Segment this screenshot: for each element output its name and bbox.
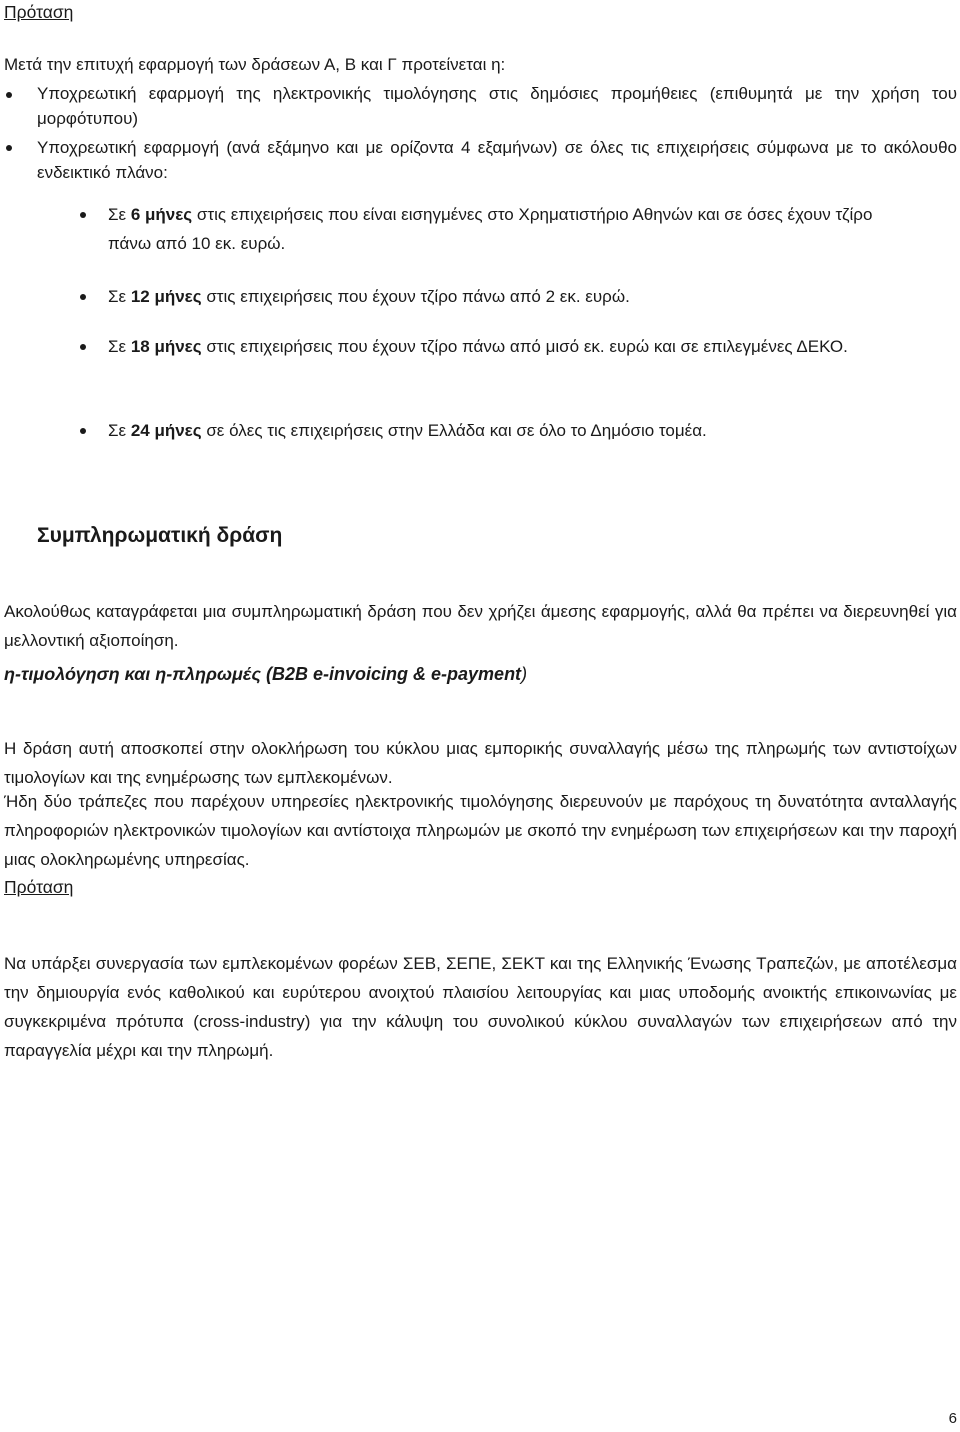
bullet-icon [6, 92, 12, 98]
sub-bullet-icon [80, 294, 86, 300]
body-paragraph: Ήδη δύο τράπεζες που παρέχουν υπηρεσίες ηλεκτρονικής τιμολόγησης διερευνούν με παρόχους τη δυνατότητα ανταλλαγής πληροφοριών ηλεκτρονικών τιμολογίων και αντίστοιχα πληρωμών με σκοπό την ενημέρωση των επιχειρήσεων και την παροχή μιας ολοκληρωμένης υπηρεσίας. [4, 792, 957, 869]
section-heading: Πρόταση [4, 2, 74, 22]
bullet-item: Υποχρεωτική εφαρμογή (ανά εξάμηνο και με ορίζοντα 4 εξαμήνων) σε όλες τις επιχειρήσεις σύμφωνα με το ακόλουθο ενδεικτικό πλάνο: [37, 138, 957, 182]
sub-bullet-item: Σε 18 μήνες στις επιχειρήσεις που έχουν τζίρο πάνω από μισό εκ. ευρώ και σε επιλεγμένες ΔΕΚΟ. [108, 337, 848, 356]
sub-bullet-item: Σε 12 μήνες στις επιχειρήσεις που έχουν τζίρο πάνω από 2 εκ. ευρώ. [108, 287, 630, 306]
bullet-item: Υποχρεωτική εφαρμογή της ηλεκτρονικής τιμολόγησης στις δημόσιες προμήθειες (επιθυμητά με την χρήση του μορφότυπου) [37, 84, 957, 128]
sub-bullet-item: Σε 6 μήνες στις επιχειρήσεις που είναι εισηγμένες στο Χρηματιστήριο Αθηνών και σε όσες έχουν τζίρο πάνω από 10 εκ. ευρώ. [108, 205, 873, 253]
body-paragraph: Ακολούθως καταγράφεται μια συμπληρωματική δράση που δεν χρήζει άμεσης εφαρμογής, αλλά θα πρέπει να διερευνηθεί για μελλοντική αξιοποίηση. [4, 602, 957, 650]
sub-bullet-item: Σε 24 μήνες σε όλες τις επιχειρήσεις στην Ελλάδα και σε όλο το Δημόσιο τομέα. [108, 421, 707, 440]
intro-text: Μετά την επιτυχή εφαρμογή των δράσεων Α, Β και Γ προτείνεται η: [4, 55, 506, 74]
page-number: 6 [948, 1410, 957, 1427]
bullet-icon [6, 145, 12, 151]
section-heading: Πρόταση [4, 877, 74, 897]
subsection-title: η-τιμολόγηση και η-πληρωμές (B2B e-invoicing & e-payment) [4, 664, 528, 684]
body-paragraph: Να υπάρξει συνεργασία των εμπλεκομένων φορέων ΣΕΒ, ΣΕΠΕ, ΣΕΚΤ και της Ελληνικής Ένωσης Τραπεζών, με αποτέλεσμα την δημιουργία ενός καθολικού και ευρύτερου ανοιχτού πλαισίου λειτουργίας και μιας υποδομής ανοικτής επικοινωνίας με συγκεκριμένα πρότυπα (cross-industry) για την κάλυψη του συνολικού κύκλου συναλλαγών των επιχειρήσεων από την παραγγελία μέχρι και την πληρωμή. [4, 954, 957, 1060]
sub-bullet-icon [80, 344, 86, 350]
section-title: Συμπληρωματική δράση [37, 524, 283, 547]
body-paragraph: Η δράση αυτή αποσκοπεί στην ολοκλήρωση του κύκλου μιας εμπορικής συναλλαγής μέσω της πληρωμής των αντιστοίχων τιμολογίων και της ενημέρωσης των εμπλεκομένων. [4, 739, 957, 787]
sub-bullet-icon [80, 428, 86, 434]
sub-bullet-icon [80, 212, 86, 218]
